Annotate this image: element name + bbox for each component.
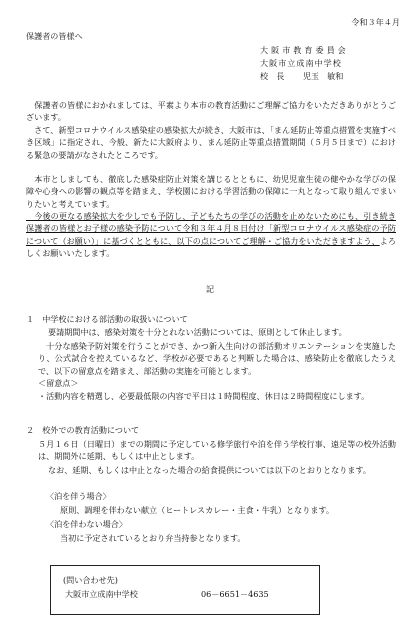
intro-paragraph-3: 本市としましても、徹底した感染症防止対策を講じるとともに、幼児児童生徒の健やかな学びの保障や心身への影響の観点等を踏まえ、学校園における学習活動の保障に一丸となって取り組んでまいりたいと考えています。 xyxy=(26,174,396,209)
contact-school: 大阪市立成南中学校 xyxy=(65,589,138,599)
sender-school: 大阪市立成南中学校 xyxy=(260,58,342,68)
section-2-case-1-label: 〈泊を伴う場合〉 xyxy=(46,491,111,501)
issue-date: 令和３年４月 xyxy=(351,17,400,27)
principal-name: 児玉 敏和 xyxy=(302,71,344,81)
salutation: 保護者の皆様へ xyxy=(26,31,83,41)
sender-organization: 大阪市教育委員会 xyxy=(260,45,349,55)
contact-label: (問い合わせ先) xyxy=(63,575,118,585)
section-2-case-1-text: 原則、調理を伴わない献立（ヒートレスカレー・主食・牛乳）となります。 xyxy=(60,505,334,515)
sender-principal xyxy=(260,70,343,82)
section-2-case-2-label: 〈泊を伴わない場合〉 xyxy=(46,519,127,529)
section-1-paragraph-2: 十分な感染予防対策を行うことができ、かつ新入生向けの部活動オリエンテーションを実施したり、公式試合を控えているなど、学校が必要であると判断した場合は、感染防止を徹底したうえで、以下の留意点を踏まえ、部活動の実施を可能とします。 xyxy=(38,341,396,376)
section-2-paragraph-1: ５月１６日（日曜日）までの期間に予定している修学旅行や泊を伴う学校行事、遠足等の校外活動は、期間外に延期、もしくは中止とします。 xyxy=(38,439,396,462)
section-1-note: ・活動内容を精選し、必要最低限の内容で平日は１時間程度、休日は２時間程度にします。 xyxy=(38,391,370,401)
section-2-heading: ２ 校外での教育活動について xyxy=(26,425,140,435)
intro-paragraph-1: 保護者の皆様におかれましては、平素より本市の教育活動にご理解ご協力をいただきありがとうございます。 xyxy=(26,100,396,123)
contact-phone: 06－6651－4635 xyxy=(201,589,269,599)
contact-box xyxy=(50,565,320,615)
intro-paragraph-4-underlined: 今後の更なる感染拡大を少しでも予防し、子どもたちの学びの活動を止めないためにも、引き続き保護者の皆様とお子様の感染予防について令和３年４月８日付け「新型コロナウイルス感染症の予防について（お願い）」に基づくとともに、以下の点についてご理解・ご協力をいただきますよう、 xyxy=(26,211,396,246)
section-1-paragraph-1: 要請期間中は、感染対策を十分とれない活動については、原則として休止します。 xyxy=(48,327,347,337)
section-1-heading: １ 中学校における部活動の取扱いについて xyxy=(26,314,188,324)
section-1-note-label: ＜留意点＞ xyxy=(38,378,79,388)
intro-paragraph-4 xyxy=(26,210,396,259)
section-2-case-2-text: 当初に予定されているとおり弁当持参となります。 xyxy=(60,533,246,543)
section-2-paragraph-2: なお、延期、もしくは中止となった場合の給食提供については以下のとおりとなります。 xyxy=(48,465,371,475)
principal-title: 校 長 xyxy=(260,71,285,81)
intro-paragraph-2: さて、新型コロナウイルス感染症の感染拡大が続き、大阪市は、「まん延防止等重点措置を実施すべき区域」に指定され、今般、新たに大阪府より、まん延防止等重点措置期間（５月５日まで）における緊急の要請がなされたところです。 xyxy=(26,125,396,160)
ki-heading: 記 xyxy=(205,284,215,294)
intro-paragraph-4-tail: よろしくお願いいたします。 xyxy=(26,235,396,258)
